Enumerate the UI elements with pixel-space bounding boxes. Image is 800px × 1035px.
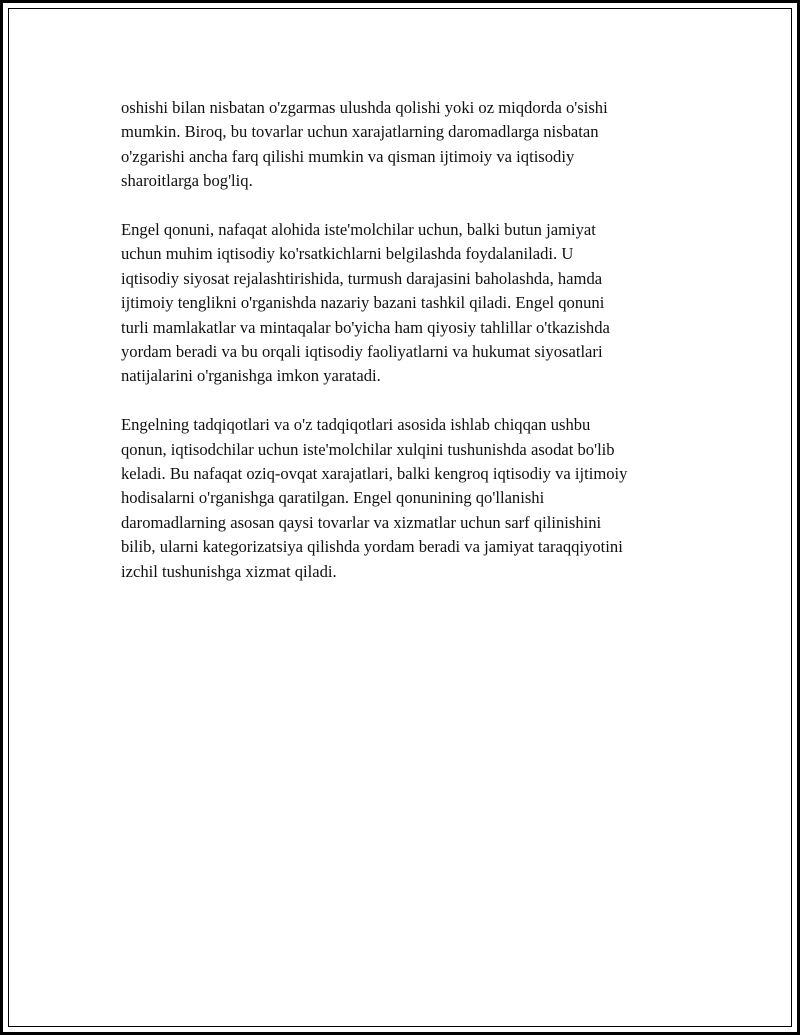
text-line: uchun muhim iqtisodiy ko'rsatkichlarni belgilashda foydalaniladi. U bbox=[121, 244, 574, 264]
text-line: natijalarini o'rganishga imkon yaratadi. bbox=[121, 366, 381, 386]
paragraph-2 bbox=[121, 218, 701, 389]
text-line: Engel qonuni, nafaqat alohida iste'molchilar uchun, balki butun jamiyat bbox=[121, 220, 596, 240]
text-line: ijtimoiy tenglikni o'rganishda nazariy bazani tashkil qiladi. Engel qonuni bbox=[121, 293, 605, 313]
text-line: izchil tushunishga xizmat qiladi. bbox=[121, 561, 337, 581]
text-line: turli mamlakatlar va mintaqalar bo'yicha ham qiyosiy tahlillar o'tkazishda bbox=[121, 317, 610, 337]
paragraph-1 bbox=[121, 96, 701, 194]
text-line: iqtisodiy siyosat rejalashtirishida, turmush darajasini baholashda, hamda bbox=[121, 268, 603, 288]
text-line: sharoitlarga bog'liq. bbox=[121, 171, 253, 191]
text-line: yordam beradi va bu orqali iqtisodiy faoliyatlarni va hukumat siyosatlari bbox=[121, 342, 603, 362]
text-line: mumkin. Biroq, bu tovarlar uchun xarajatlarning daromadlarga nisbatan bbox=[121, 122, 599, 142]
text-line: Engelning tadqiqotlari va o'z tadqiqotlari asosida ishlab chiqqan ushbu bbox=[121, 415, 591, 435]
paragraph-3 bbox=[121, 413, 701, 584]
text-line: keladi. Bu nafaqat oziq-ovqat xarajatlari, balki kengroq iqtisodiy va ijtimoiy bbox=[121, 464, 628, 484]
text-line: daromadlarning asosan qaysi tovarlar va xizmatlar uchun sarf qilinishini bbox=[121, 512, 602, 532]
page-body bbox=[121, 96, 701, 608]
text-line: oshishi bilan nisbatan o'zgarmas ulushda qolishi yoki oz miqdorda o'sishi bbox=[121, 98, 608, 117]
text-line: qonun, iqtisodchilar uchun iste'molchilar xulqini tushunishda asodat bo'lib bbox=[121, 439, 615, 459]
text-line: bilib, ularni kategorizatsiya qilishda yordam beradi va jamiyat taraqqiyotini bbox=[121, 537, 623, 557]
text-line: hodisalarni o'rganishga qaratilgan. Engel qonunining qo'llanishi bbox=[121, 488, 545, 508]
text-line: o'zgarishi ancha farq qilishi mumkin va qisman ijtimoiy va iqtisodiy bbox=[121, 146, 575, 166]
